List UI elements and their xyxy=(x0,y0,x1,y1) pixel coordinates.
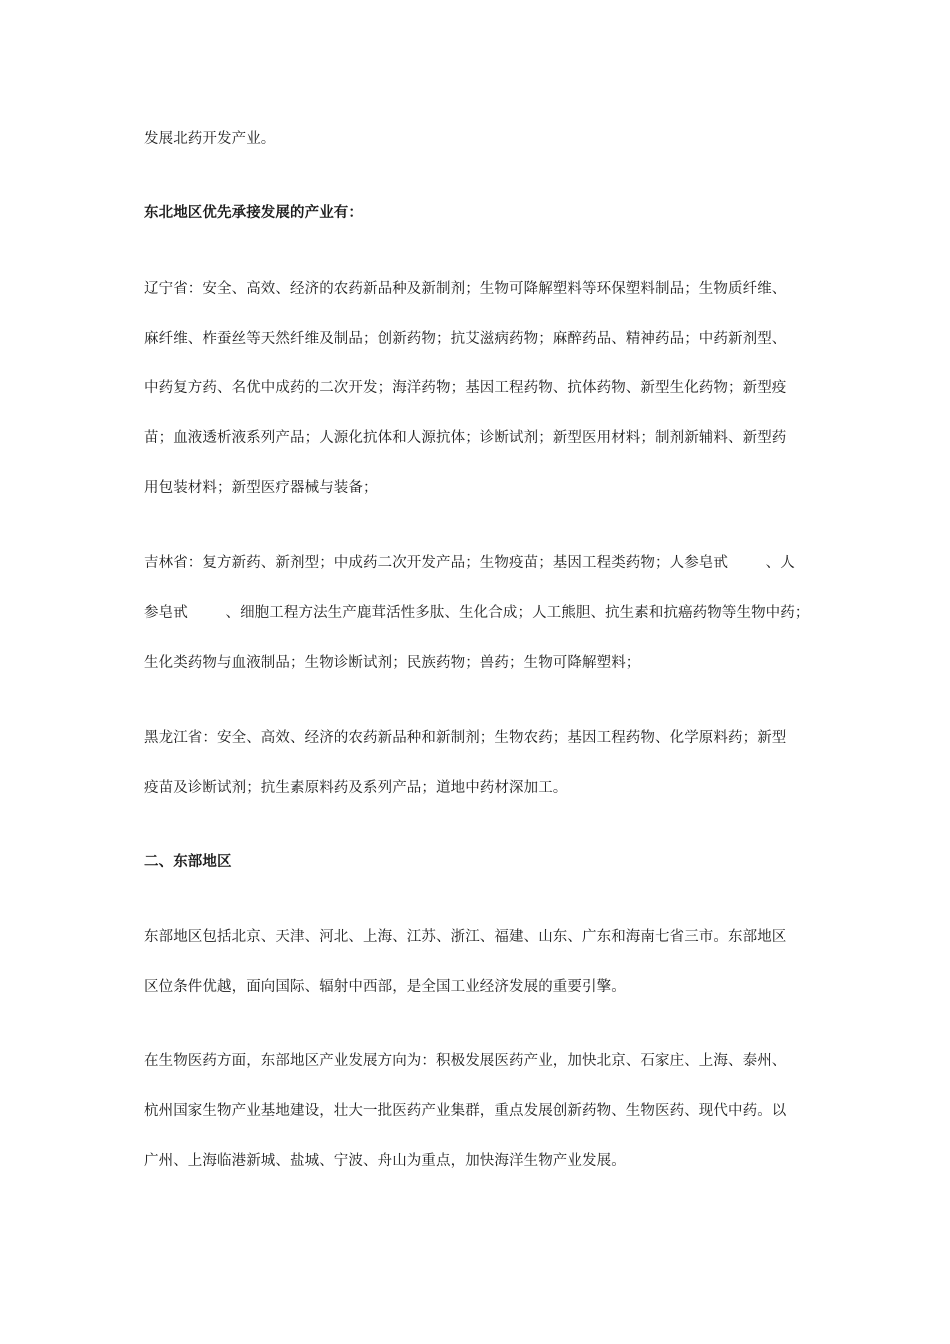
text-line: 苗；血液透析液系列产品；人源化抗体和人源抗体；诊断试剂；新型医用材料；制剂新辅料、新型药 xyxy=(144,430,787,446)
text-line: 用包装材料；新型医疗器械与装备； xyxy=(144,480,378,496)
text-line: 发展北药开发产业。 xyxy=(144,131,276,147)
text-line: 疫苗及诊断试剂；抗生素原料药及系列产品；道地中药材深加工。 xyxy=(144,780,568,796)
section-heading: 二、东部地区 xyxy=(144,854,232,870)
text-line: 辽宁省：安全、高效、经济的农药新品种及新制剂；生物可降解塑料等环保塑料制品；生物质纤维、 xyxy=(144,281,787,297)
text-line: 麻纤维、柞蚕丝等天然纤维及制品；创新药物；抗艾滋病药物；麻醉药品、精神药品；中药新剂型、 xyxy=(144,331,787,347)
text-line: 在生物医药方面，东部地区产业发展方向为：积极发展医药产业，加快北京、石家庄、上海、泰州、 xyxy=(144,1053,787,1069)
text-line: 黑龙江省：安全、高效、经济的农药新品种和新制剂；生物农药；基因工程药物、化学原料药；新型 xyxy=(144,730,787,746)
text-line: 参皂甙 、细胞工程方法生产鹿茸活性多肽、生化合成；人工熊胆、抗生素和抗癌药物等生物中药； xyxy=(144,605,810,621)
text-line: 广州、上海临港新城、盐城、宁波、舟山为重点，加快海洋生物产业发展。 xyxy=(144,1153,626,1169)
section-heading: 东北地区优先承接发展的产业有： xyxy=(144,205,363,221)
text-line: 吉林省：复方新药、新剂型；中成药二次开发产品；生物疫苗；基因工程类药物；人参皂甙 、人 xyxy=(144,555,795,571)
text-line: 生化类药物与血液制品；生物诊断试剂；民族药物；兽药；生物可降解塑料； xyxy=(144,655,641,671)
text-line: 中药复方药、名优中成药的二次开发；海洋药物；基因工程药物、抗体药物、新型生化药物；新型疫 xyxy=(144,380,787,396)
text-line: 杭州国家生物产业基地建设，壮大一批医药产业集群，重点发展创新药物、生物医药、现代中药。以 xyxy=(144,1103,787,1119)
text-line: 区位条件优越，面向国际、辐射中西部，是全国工业经济发展的重要引擎。 xyxy=(144,979,626,995)
text-line: 东部地区包括北京、天津、河北、上海、江苏、浙江、福建、山东、广东和海南七省三市。东部地区 xyxy=(144,929,787,945)
